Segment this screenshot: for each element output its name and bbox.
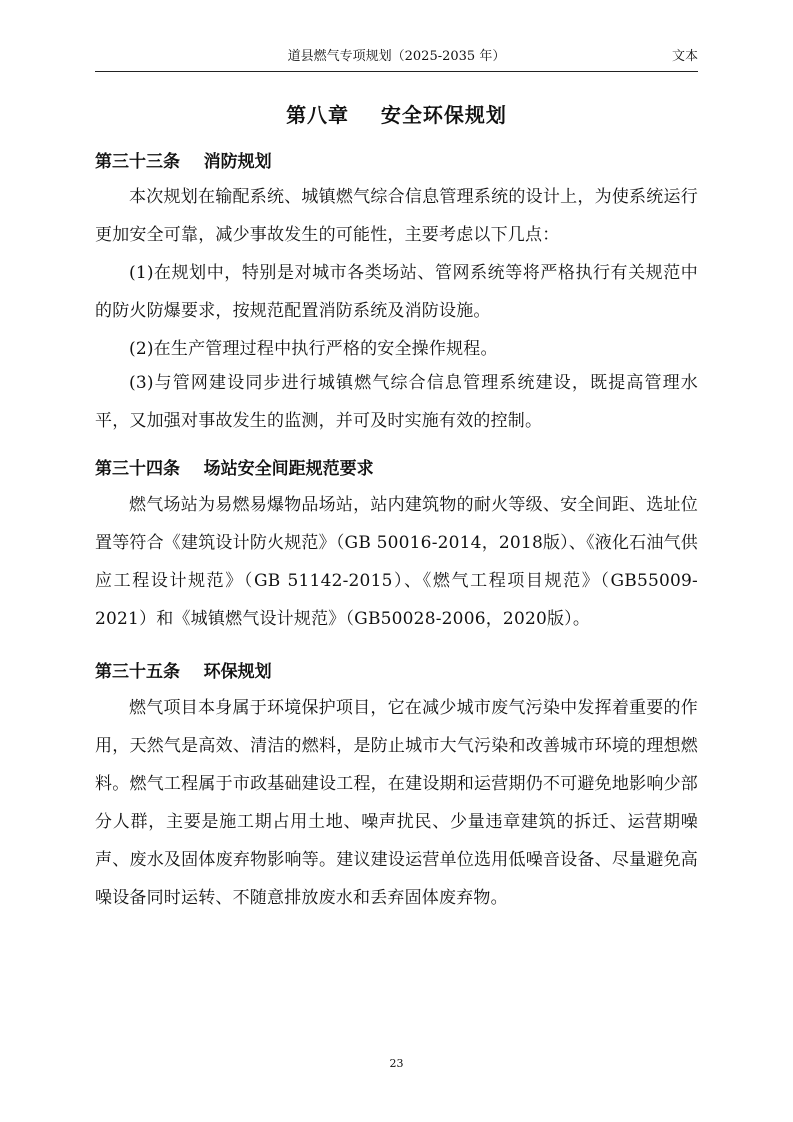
paragraph: (2)在生产管理过程中执行严格的安全操作规程。 — [129, 339, 498, 359]
paragraph: (1)在规划中，特别是对城市各类场站、管网系统等将严格执行有关规范中的防火防爆要求，按规范配置消防系统及消防设施。 — [95, 263, 698, 321]
paragraph: 燃气项目本身属于环境保护项目，它在减少城市废气污染中发挥着重要的作用，天然气是高效、清洁的燃料，是防止城市大气污染和改善城市环境的理想燃料。燃气工程属于市政基础建设工程，在建设期和运营期仍不可避免地影响少部分人群，主要是施工期占用土地、噪声扰民、少量违章建筑的拆迁、运营期噪声、废水及固体废弃物影响等。建议建设运营单位选用低噪音设备、尽量避免高噪设备同时运转、不随意排放废水和丢弃固体废弃物。 — [95, 698, 698, 908]
article-heading: 第三十三条 消防规划 — [95, 152, 272, 172]
paragraph: 燃气场站为易燃易爆物品场站，站内建筑物的耐火等级、安全间距、选址位置等符合《建筑设计防火规范》（GB 50016-2014，2018版）、《液化石油气供应工程设计规范》（GB 51142-2015）、《燃气工程项目规范》（GB55009-2021）和《城镇燃气设计规范》（GB50028-2006，2020版）。 — [95, 495, 698, 629]
article-heading: 第三十五条 环保规划 — [95, 662, 272, 682]
page-number: 23 — [389, 1057, 404, 1070]
header-title: 道县燃气专项规划（2025-2035 年） — [287, 49, 506, 64]
paragraph: (3)与管网建设同步进行城镇燃气综合信息管理系统建设，既提高管理水平，又加强对事故发生的监测，并可及时实施有效的控制。 — [95, 373, 698, 431]
header-label: 文本 — [671, 49, 698, 64]
header-divider — [95, 71, 698, 72]
chapter-title: 第八章 安全环保规划 — [286, 103, 507, 127]
page-header — [95, 46, 698, 68]
article-heading: 第三十四条 场站安全间距规范要求 — [95, 459, 374, 479]
paragraph: 本次规划在输配系统、城镇燃气综合信息管理系统的设计上，为使系统运行更加安全可靠，减少事故发生的可能性，主要考虑以下几点： — [95, 187, 698, 245]
